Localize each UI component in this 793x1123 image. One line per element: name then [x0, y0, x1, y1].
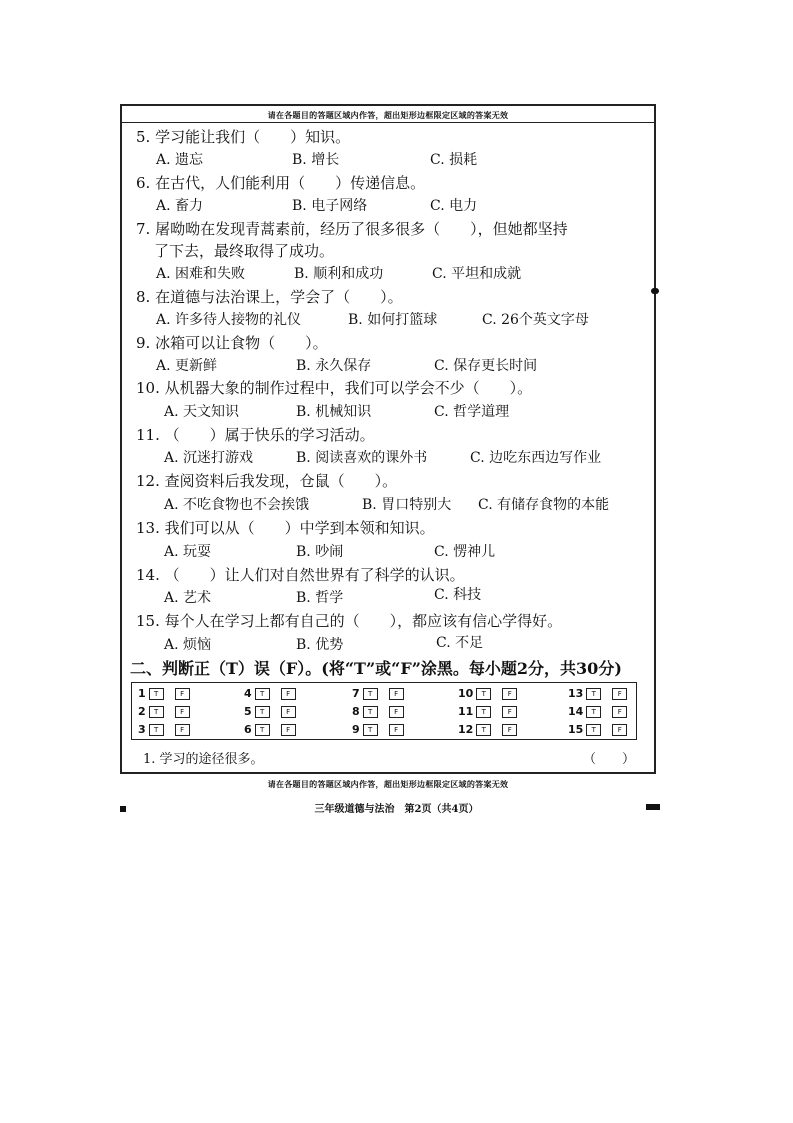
answer-cell-13	[568, 687, 627, 700]
question-7-cont: 了下去，最终取得了成功。	[154, 242, 335, 260]
page-footer: 三年级道德与法治 第2页（共4页）	[314, 804, 479, 815]
question-11-option-a[interactable]: A. 沉迷打游戏	[164, 450, 254, 466]
answer-false-box[interactable]: F	[389, 688, 404, 700]
answer-number: 10	[458, 687, 474, 700]
question-11-option-c[interactable]: C. 边吃东西边写作业	[470, 450, 602, 466]
question-12: 12. 查阅资料后我发现，仓鼠（ ）。	[136, 472, 398, 490]
answer-false-box[interactable]: F	[175, 724, 190, 736]
answer-true-box[interactable]: T	[149, 688, 164, 700]
answer-false-box[interactable]: F	[389, 706, 404, 718]
question-11-option-b[interactable]: B. 阅读喜欢的课外书	[296, 450, 428, 466]
notice-top: 请在各题目的答题区域内作答，超出矩形边框限定区域的答案无效	[267, 110, 509, 120]
question-15-option-a[interactable]: A. 烦恼	[164, 637, 212, 653]
question-15: 15. 每个人在学习上都有自己的（ ），都应该有信心学得好。	[136, 612, 563, 630]
question-5-option-b[interactable]: B. 增长	[292, 152, 340, 168]
judge-item-1: 1. 学习的途径很多。	[143, 752, 264, 767]
question-9-option-b[interactable]: B. 永久保存	[296, 358, 372, 374]
answer-false-box[interactable]: F	[281, 688, 296, 700]
answer-true-box[interactable]: T	[149, 706, 164, 718]
answer-cell-12	[458, 723, 517, 736]
question-10: 10. 从机器大象的制作过程中，我们可以学会不少（ ）。	[136, 379, 533, 397]
question-5-option-c[interactable]: C. 损耗	[430, 152, 478, 168]
question-7: 7. 屠呦呦在发现青蒿素前，经历了很多很多（ ），但她都坚持	[136, 220, 568, 238]
judge-item-1-paren[interactable]: （ ）	[583, 752, 636, 767]
question-8-option-a[interactable]: A. 许多待人接物的礼仪	[156, 312, 302, 328]
answer-false-box[interactable]: F	[281, 724, 296, 736]
question-15-option-b[interactable]: B. 优势	[296, 637, 344, 653]
answer-number: 14	[568, 705, 584, 718]
question-11: 11. （ ）属于快乐的学习活动。	[136, 426, 375, 444]
answer-cell-11	[458, 705, 517, 718]
answer-cell-3	[138, 723, 190, 736]
question-7-option-b[interactable]: B. 顺利和成功	[294, 266, 384, 282]
question-15-option-c[interactable]: C. 不足	[436, 635, 484, 651]
answer-false-box[interactable]: F	[502, 688, 517, 700]
answer-number: 7	[352, 687, 360, 700]
answer-cell-6	[244, 723, 296, 736]
question-8: 8. 在道德与法治课上，学会了（ ）。	[136, 288, 403, 306]
answer-true-box[interactable]: T	[586, 724, 601, 736]
answer-false-box[interactable]: F	[502, 724, 517, 736]
answer-true-box[interactable]: T	[363, 688, 378, 700]
answer-cell-2	[138, 705, 190, 718]
answer-number: 1	[138, 687, 146, 700]
scan-mark-left	[120, 806, 126, 812]
answer-number: 5	[244, 705, 252, 718]
answer-false-box[interactable]: F	[612, 706, 627, 718]
frame-top-rule	[122, 122, 654, 123]
scan-mark-right	[646, 804, 660, 810]
answer-grid	[131, 682, 637, 740]
question-6-option-b[interactable]: B. 电子网络	[292, 198, 368, 214]
question-10-option-c[interactable]: C. 哲学道理	[434, 404, 510, 420]
answer-true-box[interactable]: T	[149, 724, 164, 736]
answer-cell-9	[352, 723, 404, 736]
question-12-option-a[interactable]: A. 不吃食物也不会挨饿	[164, 497, 310, 513]
question-12-option-c[interactable]: C. 有储存食物的本能	[478, 497, 610, 513]
question-14-option-b[interactable]: B. 哲学	[296, 590, 344, 606]
question-9: 9. 冰箱可以让食物（ ）。	[136, 334, 328, 352]
answer-false-box[interactable]: F	[389, 724, 404, 736]
answer-number: 6	[244, 723, 252, 736]
answer-cell-8	[352, 705, 404, 718]
answer-true-box[interactable]: T	[476, 688, 491, 700]
question-14-option-a[interactable]: A. 艺术	[164, 590, 212, 606]
answer-false-box[interactable]: F	[612, 688, 627, 700]
answer-number: 12	[458, 723, 474, 736]
question-9-option-c[interactable]: C. 保存更长时间	[434, 358, 538, 374]
answer-number: 4	[244, 687, 252, 700]
answer-cell-1	[138, 687, 190, 700]
answer-false-box[interactable]: F	[612, 724, 627, 736]
answer-true-box[interactable]: T	[255, 724, 270, 736]
section-title: 二、判断正（T）误（F）。(将“T”或“F”涂黑。每小题2分，共30分)	[130, 659, 622, 678]
question-8-option-c[interactable]: C. 26个英文字母	[482, 312, 589, 328]
answer-true-box[interactable]: T	[255, 688, 270, 700]
answer-number: 9	[352, 723, 360, 736]
question-6-option-c[interactable]: C. 电力	[430, 198, 478, 214]
question-7-option-a[interactable]: A. 困难和失败	[156, 266, 246, 282]
answer-number: 3	[138, 723, 146, 736]
question-5: 5. 学习能让我们（ ）知识。	[136, 128, 351, 146]
answer-number: 11	[458, 705, 474, 718]
answer-number: 15	[568, 723, 584, 736]
answer-cell-4	[244, 687, 296, 700]
answer-true-box[interactable]: T	[476, 706, 491, 718]
question-13-option-c[interactable]: C. 愣神儿	[434, 544, 496, 560]
answer-true-box[interactable]: T	[586, 706, 601, 718]
answer-number: 13	[568, 687, 584, 700]
question-9-option-a[interactable]: A. 更新鲜	[156, 358, 218, 374]
question-10-option-a[interactable]: A. 天文知识	[164, 404, 240, 420]
answer-true-box[interactable]: T	[476, 724, 491, 736]
answer-true-box[interactable]: T	[255, 706, 270, 718]
question-7-option-c[interactable]: C. 平坦和成就	[432, 266, 522, 282]
answer-number: 8	[352, 705, 360, 718]
scan-mark-side	[651, 288, 659, 294]
answer-false-box[interactable]: F	[175, 688, 190, 700]
question-13: 13. 我们可以从（ ）中学到本领和知识。	[136, 519, 435, 537]
question-6-option-a[interactable]: A. 畜力	[156, 198, 204, 214]
answer-cell-10	[458, 687, 517, 700]
answer-false-box[interactable]: F	[175, 706, 190, 718]
answer-true-box[interactable]: T	[586, 688, 601, 700]
answer-false-box[interactable]: F	[502, 706, 517, 718]
answer-cell-14	[568, 705, 627, 718]
answer-number: 2	[138, 705, 146, 718]
answer-true-box[interactable]: T	[363, 706, 378, 718]
question-14-option-c[interactable]: C. 科技	[434, 587, 482, 603]
question-10-option-b[interactable]: B. 机械知识	[296, 404, 372, 420]
question-6: 6. 在古代，人们能利用（ ）传递信息。	[136, 174, 426, 192]
answer-cell-7	[352, 687, 404, 700]
question-13-option-b[interactable]: B. 吵闹	[296, 544, 344, 560]
question-14: 14. （ ）让人们对自然世界有了科学的认识。	[136, 566, 465, 584]
question-12-option-b[interactable]: B. 胃口特别大	[362, 497, 452, 513]
answer-true-box[interactable]: T	[363, 724, 378, 736]
notice-bottom: 请在各题目的答题区域内作答，超出矩形边框限定区域的答案无效	[267, 779, 509, 789]
answer-cell-5	[244, 705, 296, 718]
answer-cell-15	[568, 723, 627, 736]
question-5-option-a[interactable]: A. 遗忘	[156, 152, 204, 168]
question-8-option-b[interactable]: B. 如何打篮球	[348, 312, 438, 328]
answer-false-box[interactable]: F	[281, 706, 296, 718]
question-13-option-a[interactable]: A. 玩耍	[164, 544, 212, 560]
